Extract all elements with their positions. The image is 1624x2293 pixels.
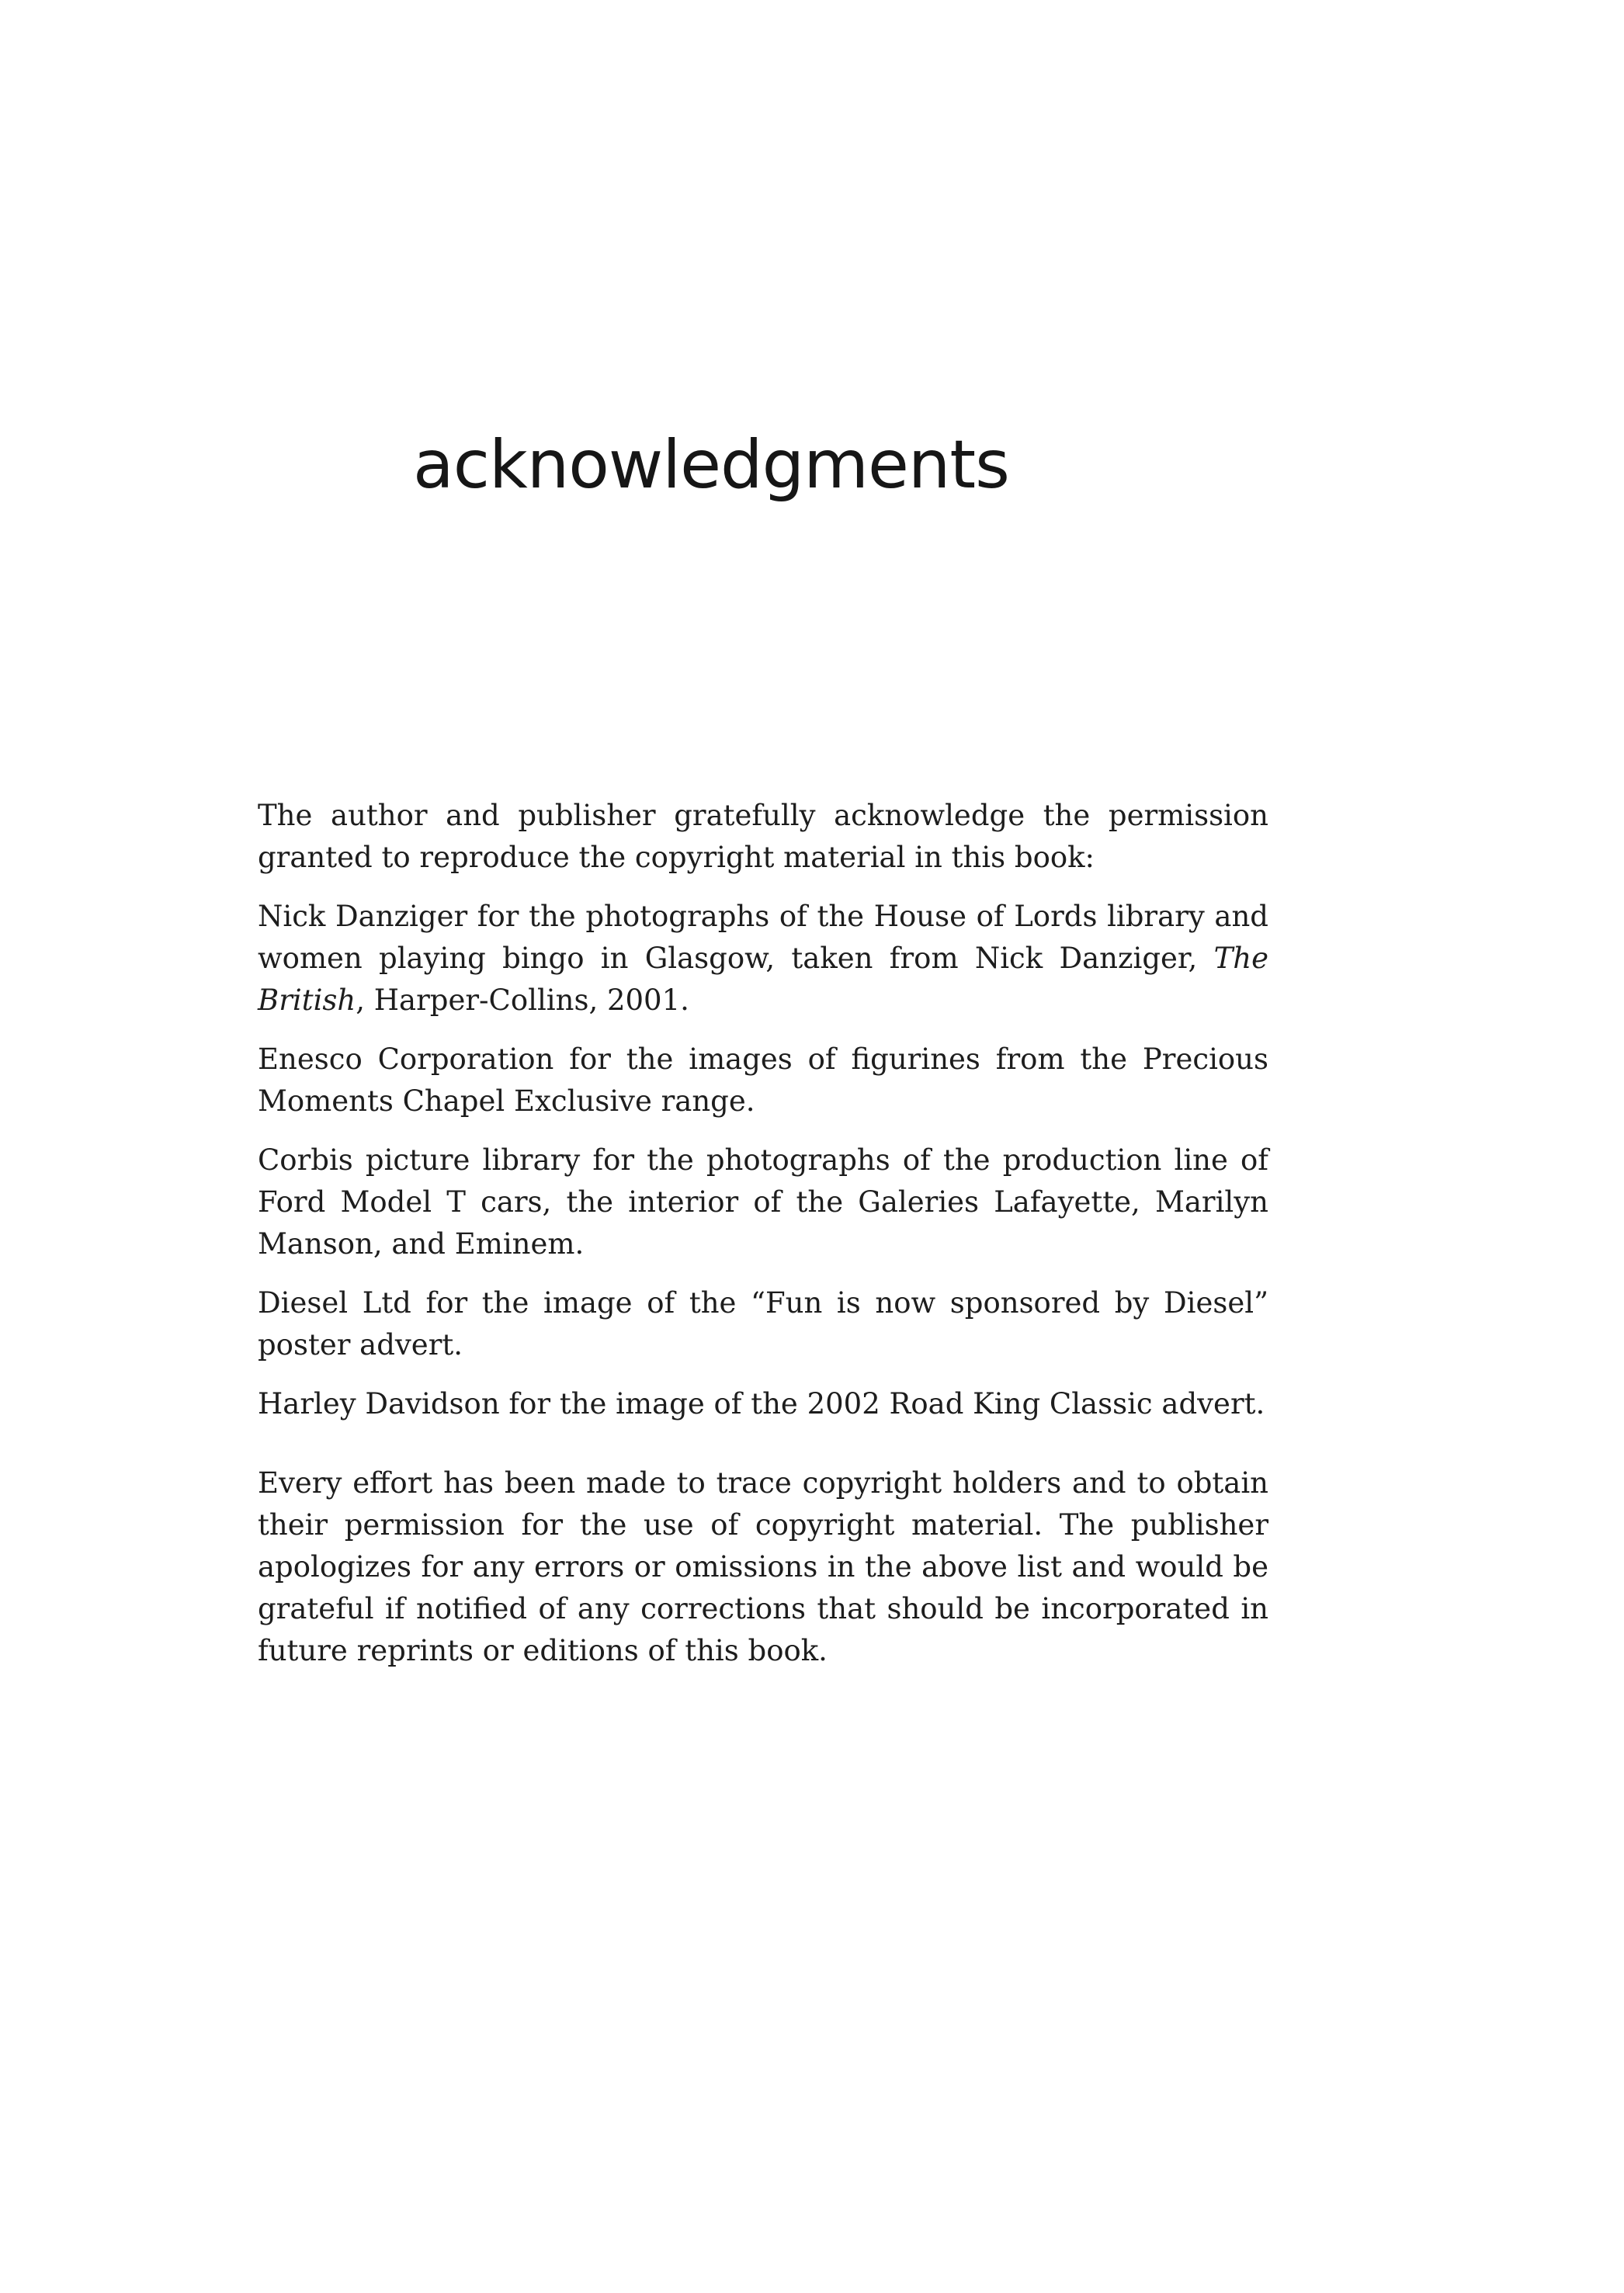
- page-title: acknowledgments: [413, 426, 1009, 504]
- danziger-credit-text: Nick Danziger for the photographs of the House of Lords library and women playing bingo in Glasgow, taken from Nick Danziger,: [258, 900, 1268, 975]
- book-title: The British: [258, 942, 1268, 1017]
- corbis-credit: Corbis picture library for the photographs of the production line of Ford Model T cars, the interior of the Galeries Lafayette, Marilyn Manson, and Eminem.: [258, 1143, 1268, 1261]
- diesel-credit: Diesel Ltd for the image of the “Fun is now sponsored by Diesel” poster advert.: [258, 1286, 1268, 1362]
- danziger-credit: [258, 896, 1268, 1022]
- danziger-credit-publisher: , Harper-Collins, 2001.: [356, 983, 689, 1017]
- section-spacer: [258, 1442, 1268, 1462]
- enesco-credit: Enesco Corporation for the images of figurines from the Precious Moments Chapel Exclusive range.: [258, 1042, 1268, 1118]
- disclaimer-paragraph: Every effort has been made to trace copyright holders and to obtain their permission for the use of copyright material. The publisher apologizes for any errors or omissions in the above list and would be grateful if notified of any corrections that should be incorporated in future reprints or editions of this book.: [258, 1466, 1268, 1667]
- acknowledgments-body: [258, 795, 1268, 1689]
- harley-credit: Harley Davidson for the image of the 2002 Road King Classic advert.: [258, 1387, 1265, 1421]
- intro-paragraph: The author and publisher gratefully acknowledge the permission granted to reproduce the copyright material in this book:: [258, 799, 1268, 874]
